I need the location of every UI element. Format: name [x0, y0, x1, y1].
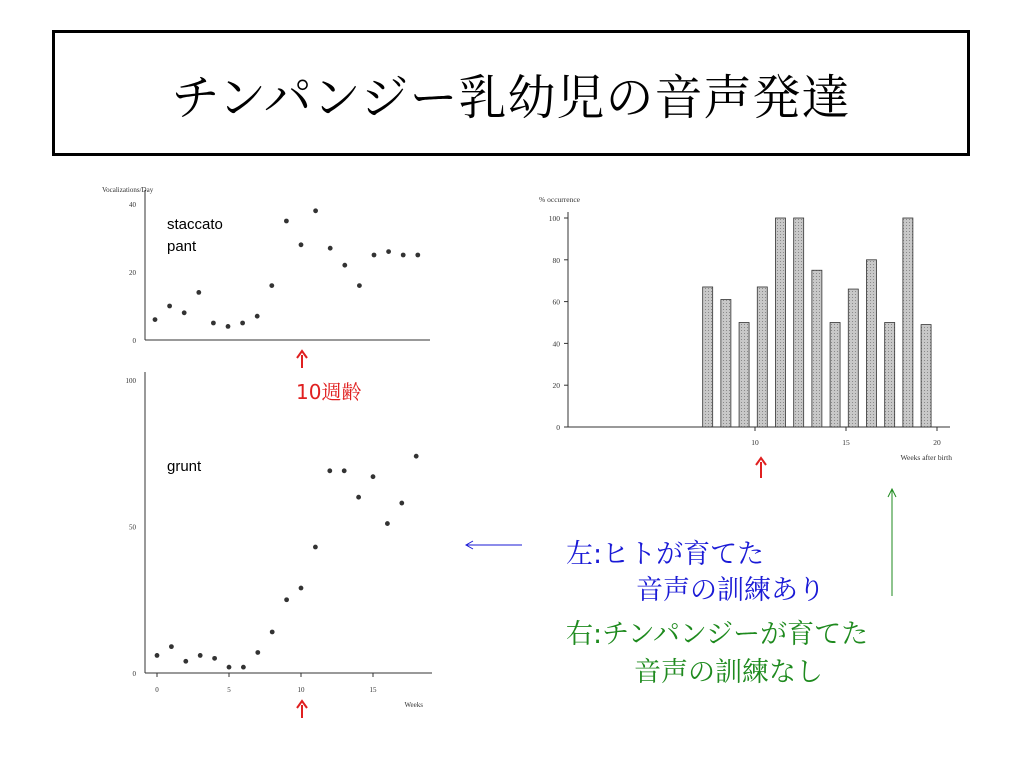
- top-data-point: [386, 249, 391, 254]
- top-y-tick-label: 40: [129, 201, 136, 209]
- top-y-axis-label: Vocalizations/Day: [102, 186, 154, 194]
- right-y-tick-label: 100: [548, 214, 560, 223]
- bottom-data-point: [342, 468, 347, 473]
- top-data-point: [196, 290, 201, 295]
- bottom-data-point: [327, 468, 332, 473]
- right-bar: [848, 289, 858, 427]
- bottom-data-point: [284, 597, 289, 602]
- bottom-data-point: [241, 665, 246, 670]
- top-data-point: [401, 253, 406, 258]
- top-data-point: [415, 253, 420, 258]
- top-data-point: [284, 219, 289, 224]
- right-y-tick-label: 20: [552, 381, 560, 391]
- bottom-data-point: [414, 454, 419, 459]
- right-y-tick-label: 40: [552, 339, 560, 349]
- top-data-point: [372, 253, 377, 258]
- bottom-data-point: [212, 656, 217, 661]
- right-bar: [830, 323, 840, 428]
- right-bar: [812, 270, 822, 427]
- top-data-point: [313, 208, 318, 213]
- top-series-label: staccato: [167, 216, 223, 233]
- bottom-data-point: [399, 501, 404, 506]
- right-x-axis-label: Weeks after birth: [900, 453, 952, 462]
- right-bar: [866, 260, 876, 427]
- right-y-tick-label: 60: [552, 297, 560, 307]
- top-data-point: [240, 321, 245, 326]
- bottom-data-point: [371, 474, 376, 479]
- bottom-y-tick-label: 0: [132, 670, 136, 678]
- bottom-y-tick-label: 50: [129, 523, 136, 532]
- bottom-series-label: grunt: [167, 458, 202, 475]
- top-y-tick-label: 0: [132, 337, 136, 345]
- bottom-data-point: [255, 650, 260, 655]
- top-data-point: [269, 283, 274, 288]
- right-bar: [775, 218, 785, 427]
- right-bar: [757, 287, 767, 427]
- top-data-point: [211, 321, 216, 326]
- bottom-data-point: [385, 521, 390, 526]
- left-caption-line2: 音声の訓練あり: [636, 575, 825, 606]
- right-bar: [721, 300, 731, 427]
- top-data-point: [342, 263, 347, 268]
- right-bar: [794, 218, 804, 427]
- slide-title: チンパンジー乳幼児の音声発達: [171, 69, 851, 126]
- right-bar: [703, 287, 713, 427]
- bottom-data-point: [169, 644, 174, 649]
- bottom-data-point: [198, 653, 203, 658]
- top-series-label: pant: [167, 238, 197, 255]
- top-data-point: [153, 317, 158, 322]
- right-caption-line2: 音声の訓練なし: [634, 657, 823, 688]
- top-data-point: [167, 304, 172, 309]
- bottom-x-tick-label: 5: [227, 686, 231, 694]
- right-bar: [903, 218, 913, 427]
- bottom-data-point: [270, 630, 275, 635]
- left-caption-line1: 左:ヒトが育てた: [566, 539, 765, 570]
- right-caption-line1: 右:チンパンジーが育てた: [566, 619, 869, 650]
- bottom-data-point: [356, 495, 361, 500]
- right-y-tick-label: 0: [556, 423, 560, 432]
- bottom-x-tick-label: 0: [155, 686, 159, 694]
- bottom-data-point: [299, 586, 304, 591]
- bottom-data-point: [313, 545, 318, 550]
- bottom-data-point: [183, 659, 188, 664]
- right-bar: [885, 323, 895, 428]
- bottom-x-tick-label: 10: [297, 686, 305, 694]
- right-x-tick-label: 20: [933, 438, 941, 447]
- top-data-point: [226, 324, 231, 329]
- top-data-point: [299, 242, 304, 247]
- top-data-point: [255, 314, 260, 319]
- right-x-tick-label: 15: [842, 438, 850, 447]
- right-bar: [921, 325, 931, 427]
- bottom-x-axis-label: Weeks: [404, 701, 423, 709]
- age-10-weeks-label: 10週齢: [296, 380, 362, 404]
- top-data-point: [357, 283, 362, 288]
- top-y-tick-label: 20: [129, 269, 136, 277]
- right-y-axis-label: % occurrence: [539, 195, 581, 204]
- right-x-tick-label: 10: [751, 438, 759, 447]
- bottom-x-tick-label: 15: [369, 686, 377, 694]
- right-bar: [739, 323, 749, 428]
- top-data-point: [182, 310, 187, 315]
- bottom-data-point: [227, 665, 232, 670]
- right-y-tick-label: 80: [552, 255, 560, 265]
- top-data-point: [328, 246, 333, 251]
- bottom-y-tick-label: 100: [125, 377, 136, 385]
- bottom-data-point: [155, 653, 160, 658]
